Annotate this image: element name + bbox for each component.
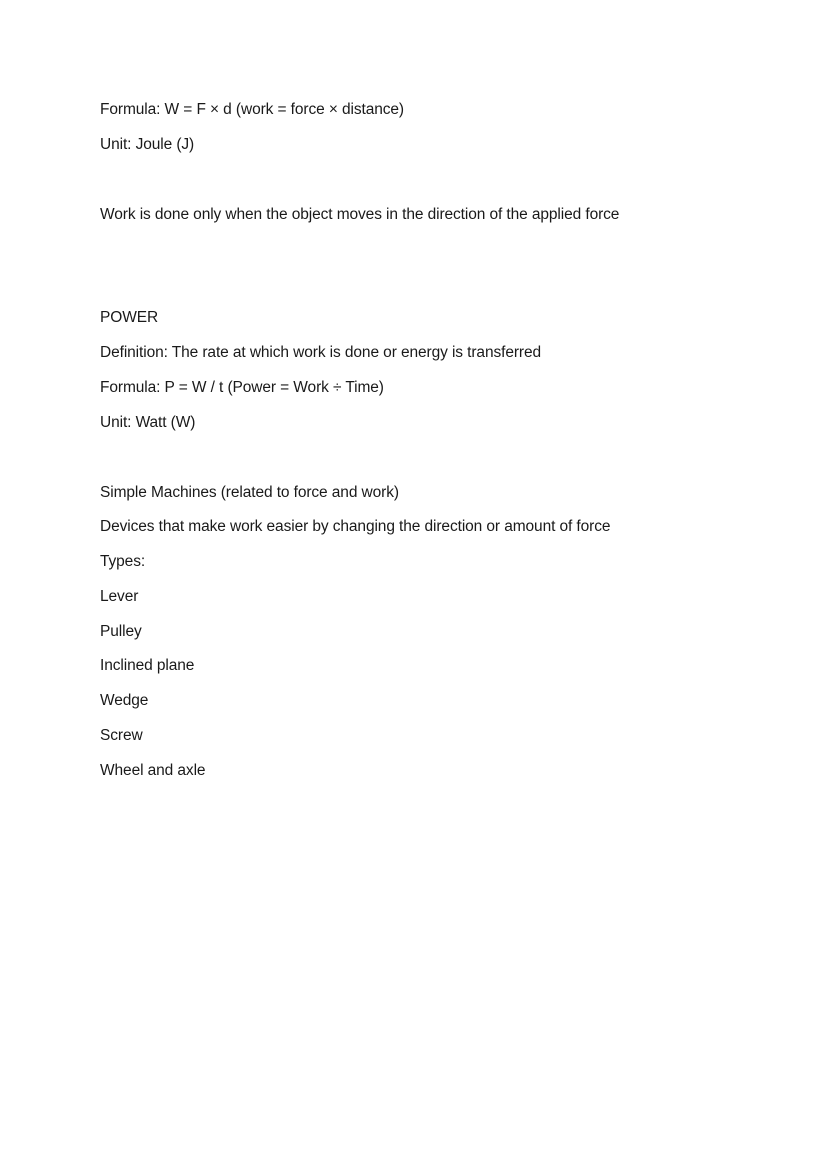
- power-definition: Definition: The rate at which work is done or energy is transferred: [100, 344, 542, 361]
- machine-type-item: Screw: [100, 727, 143, 744]
- simple-machines-description: Devices that make work easier by changing the direction or amount of force: [100, 518, 611, 535]
- machine-type-item: Lever: [100, 588, 139, 605]
- machine-type-item: Wheel and axle: [100, 762, 206, 779]
- machine-type-item: Wedge: [100, 692, 149, 709]
- machine-type-item: Inclined plane: [100, 657, 195, 674]
- power-heading: POWER: [100, 309, 159, 326]
- machine-type-item: Pulley: [100, 623, 142, 640]
- work-formula: Formula: W = F × d (work = force × distance): [100, 101, 404, 118]
- power-formula: Formula: P = W / t (Power = Work ÷ Time): [100, 379, 384, 396]
- work-unit: Unit: Joule (J): [100, 136, 195, 153]
- work-note: Work is done only when the object moves in the direction of the applied force: [100, 206, 620, 223]
- power-unit: Unit: Watt (W): [100, 414, 196, 431]
- simple-machines-types-label: Types:: [100, 553, 146, 570]
- simple-machines-heading: Simple Machines (related to force and work): [100, 484, 399, 501]
